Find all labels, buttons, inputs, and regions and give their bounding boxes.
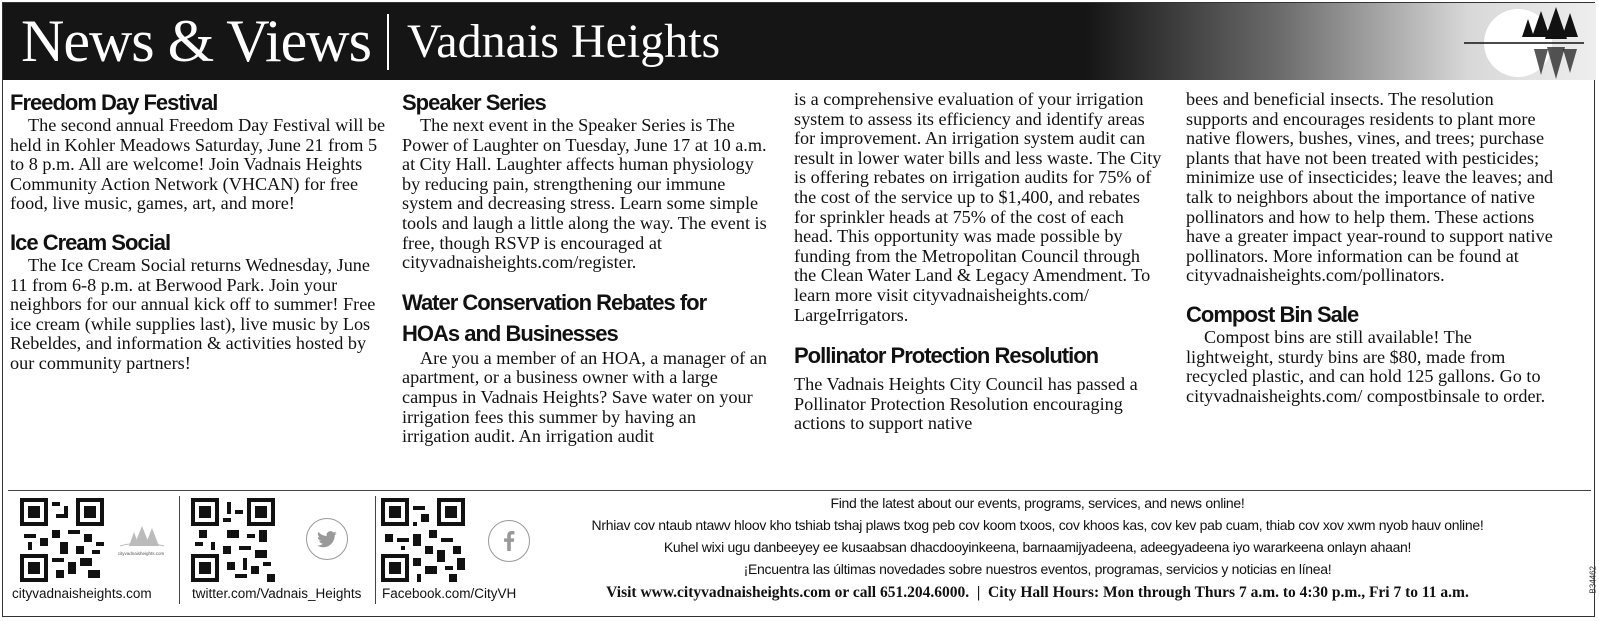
compost-bin-heading: Compost Bin Sale [1186, 301, 1359, 327]
pollinator-body: The Vadnais Heights City Council has passed a Pollinator Protection Resolution encouraging actions to support native [794, 374, 1138, 434]
qr-code-icon[interactable] [381, 498, 465, 582]
website-label[interactable]: cityvadnaisheights.com [12, 586, 152, 601]
info-line-somali: Kuhel wixi ugu danbeeyey ee kusaabsan dhacdooyinkeena, barnaamijyadeena, adeegyadeena iyo wararkeena onlayn ahaan! [663, 539, 1412, 555]
tree-logo-icon [112, 524, 170, 558]
logo-caption: cityvadnaisheights.com [117, 551, 165, 556]
freedom-day-heading: Freedom Day Festival [10, 90, 218, 115]
freedom-day-body: The second annual Freedom Day Festival will be held in Kohler Meadows Saturday, June 21 from 5 to 8 p.m. All are welcome! Join Vadnais Heights Community Action Network (VHCAN) for free food, live music, games, art, and more! [10, 115, 386, 214]
pollinator-continued: bees and beneficial insects. The resolution supports and encourages residents to plant more native flowers, bushes, vines, and trees; purchase plants that have not been treated with pesticides; minimize use of insecticides; leave the leaves; and talk to neighbors about the importance of native pollinators and how to help them. These actions have a greater impact year-round to support native pollinators. More information can be found at cityvadnaisheights.com/pollinators. [1186, 89, 1554, 286]
ice-cream-body: The Ice Cream Social returns Wednesday, June 11 from 6-8 p.m. at Berwood Park. Join your neighbors for our annual kick off to summer! Free ice cream (while supplies last), live music by Los Rebeldes, and information & activities hosted by our community partners! [10, 254, 376, 373]
footer-info [520, 492, 1555, 604]
info-line-hmong: Nrhiav cov ntaub ntawv hloov kho tshiab tshaj plaws txog peb cov koom txoos, cov khoos kas, cov kev pab cuam, thiab cov xov xwm nyob hauv online! [591, 517, 1484, 533]
water-conservation-heading: Water Conservation Rebates for HOAs and Businesses [402, 289, 707, 346]
masthead-banner [3, 3, 1596, 80]
water-conservation-body: Are you a member of an HOA, a manager of an apartment, or a business owner with a large campus in Vadnais Heights? Save water on your irrigation fees this summer by having an irrigation audit. An irrigation audit [402, 347, 767, 447]
facebook-label[interactable]: Facebook.com/CityVH [382, 586, 517, 601]
masthead-city: Vadnais Heights [406, 15, 721, 68]
contact-line [520, 582, 1555, 604]
column-1 [10, 90, 388, 374]
twitter-icon[interactable] [306, 518, 348, 560]
masthead-title: News & Views [21, 8, 371, 74]
info-line-spanish: ¡Encuentra las últimas novedades sobre nuestros eventos, programas, servicios y noticias en línea! [743, 561, 1332, 577]
qr-code-icon[interactable] [191, 498, 275, 582]
qr-code-icon[interactable] [20, 498, 104, 582]
info-line-english: Find the latest about our events, programs, services, and news online! [830, 495, 1245, 511]
masthead-divider [387, 14, 389, 70]
twitter-label[interactable]: twitter.com/Vadnais_Heights [192, 586, 362, 601]
compost-bin-body: Compost bins are still available! The lightweight, sturdy bins are $80, made from recycled plastic, and can hold 125 gallons. Go to cityvadnaisheights.com/ compostbinsale to order. [1186, 326, 1546, 406]
masthead [21, 7, 720, 76]
speaker-series-heading: Speaker Series [402, 90, 546, 115]
ad-code: B34462 [1589, 566, 1598, 594]
column-2 [402, 90, 767, 447]
city-hall-hours: City Hall Hours: Mon through Thurs 7 a.m. to 4:30 p.m., Fri 7 to 11 a.m. [988, 584, 1469, 601]
footer-divider [8, 490, 1591, 491]
speaker-series-body: The next event in the Speaker Series is The Power of Laughter on Tuesday, June 17 at 10 a.m. at City Hall. Laughter affects human physiology by reducing pain, strengthening our immune system and decreasing stress. Learn some simple tools and laugh a little along the way. The event is free, though RSVP is encouraged at cityvadnaisheights.com/register. [402, 115, 767, 273]
pollinator-heading: Pollinator Protection Resolution [794, 343, 1099, 369]
contact-separator: | [972, 584, 985, 601]
ice-cream-heading: Ice Cream Social [10, 229, 171, 255]
footer-separator [179, 496, 180, 604]
water-conservation-continued: is a comprehensive evaluation of your irrigation system to assess its efficiency and identify areas for improvement. An irrigation system audit can result in lower water bills and less waste. The City is offering rebates on irrigation audits for 75% of the cost of the service up to $1,400, and rebates for sprinkler heads at 75% of the cost of each head. This opportunity was made possible by funding from the Metropolitan Council through the Clean Water Land & Legacy Amendment. To learn more visit cityvadnaisheights.com/ LargeIrrigators. [794, 89, 1162, 325]
footer-separator [375, 496, 376, 604]
tree-logo-icon [1446, 3, 1586, 80]
visit-link[interactable]: Visit www.cityvadnaisheights.com or call 651.204.6000. [606, 584, 970, 601]
column-4 [1186, 90, 1556, 406]
column-3 [794, 90, 1164, 434]
